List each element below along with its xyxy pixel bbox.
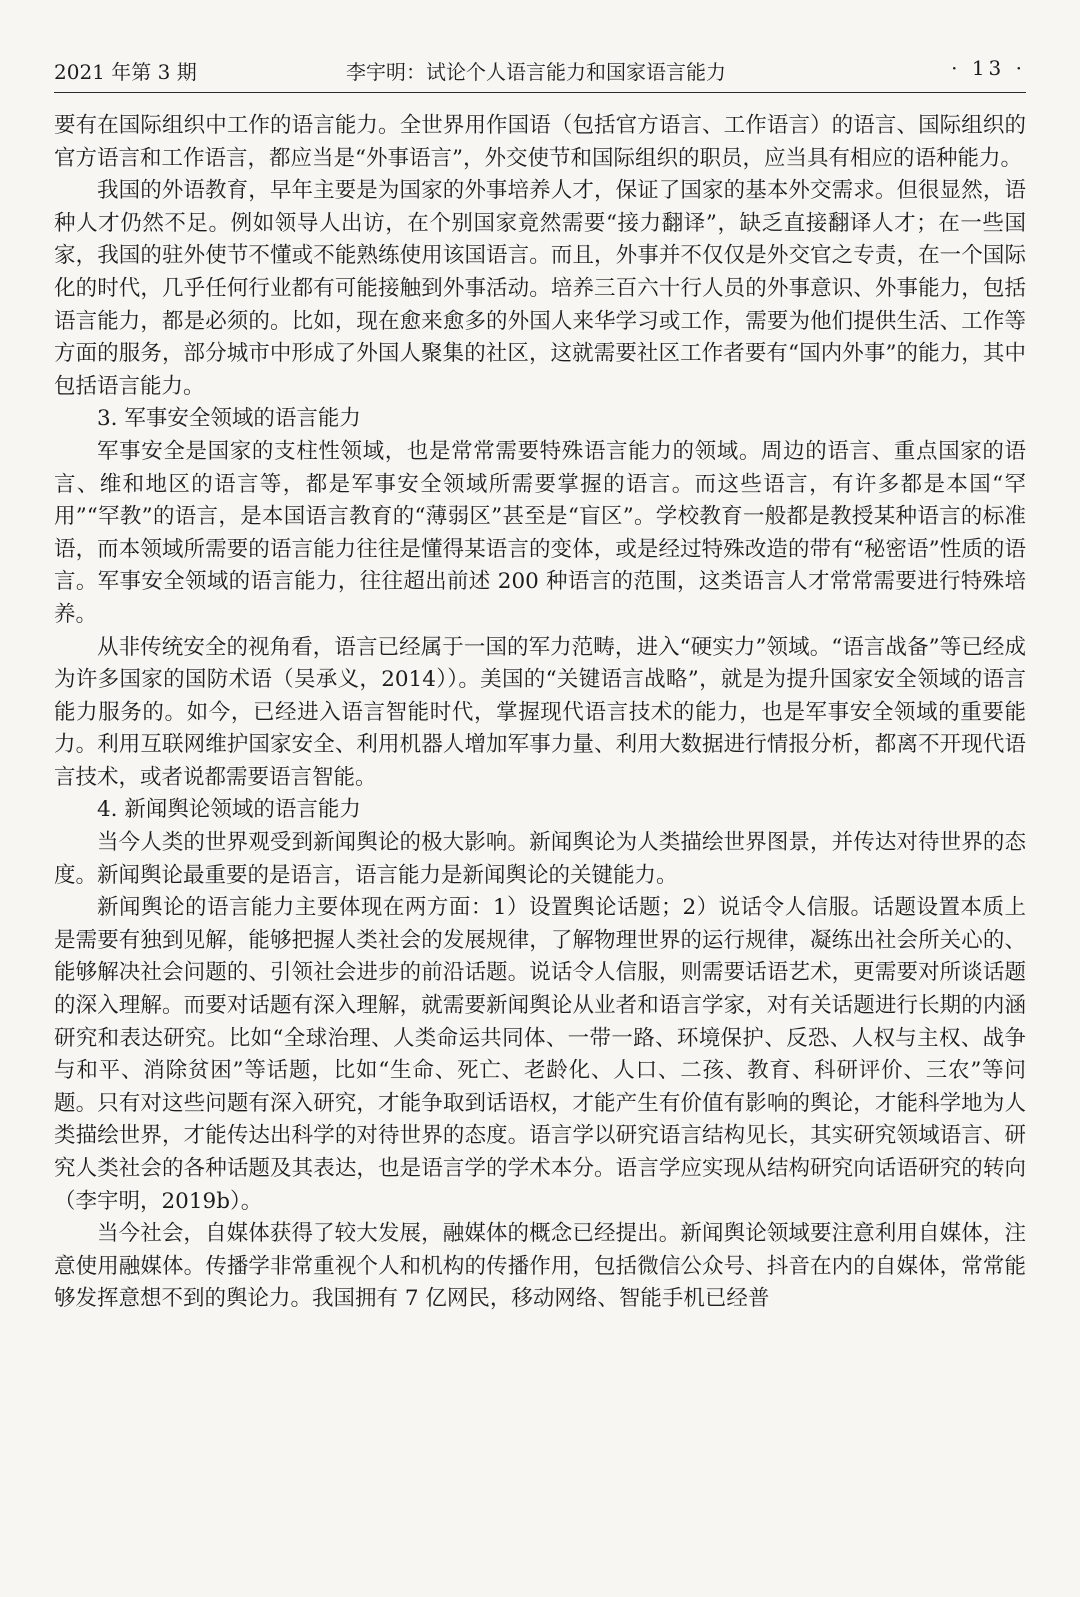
paragraph: 要有在国际组织中工作的语言能力。全世界用作国语（包括官方语言、工作语言）的语言、国际组织的官方语言和工作语言，都应当是“外事语言”，外交使节和国际组织的职员，应当具有相应的语种能力。 xyxy=(54,113,1026,171)
paragraph: 我国的外语教育，早年主要是为国家的外事培养人才，保证了国家的基本外交需求。但很显然，语种人才仍然不足。例如领导人出访，在个别国家竟然需要“接力翻译”，缺乏直接翻译人才；在一些国家，我国的驻外使节不懂或不能熟练使用该国语言。而且，外事并不仅仅是外交官之专责，在一个国际化的时代，几乎任何行业都有可能接触到外事活动。培养三百六十行人员的外事意识、外事能力，包括语言能力，都是必须的。比如，现在愈来愈多的外国人来华学习或工作，需要为他们提供生活、工作等方面的服务，部分城市中形成了外国人聚集的社区，这就需要社区工作者要有“国内外事”的能力，其中包括语言能力。 xyxy=(54,178,1026,399)
running-header xyxy=(54,56,1026,88)
running-title: 李宇明：试论个人语言能力和国家语言能力 xyxy=(346,60,726,84)
page-number: · 13 · xyxy=(951,56,1026,80)
header-rule xyxy=(54,92,1026,93)
paragraph: 当今社会，自媒体获得了较大发展，融媒体的概念已经提出。新闻舆论领域要注意利用自媒体，注意使用融媒体。传播学非常重视个人和机构的传播作用，包括微信公众号、抖音在内的自媒体，常常能够发挥意想不到的舆论力。我国拥有 7 亿网民，移动网络、智能手机已经普 xyxy=(54,1221,1026,1312)
section-heading: 4. 新闻舆论领域的语言能力 xyxy=(97,797,361,823)
journal-page xyxy=(54,0,1026,1597)
paragraph: 从非传统安全的视角看，语言已经属于一国的军力范畴，进入“硬实力”领域。“语言战备”等已经成为许多国家的国防术语（吴承义，2014））。美国的“关键语言战略”，就是为提升国家安全领域的语言能力服务的。如今，已经进入语言智能时代，掌握现代语言技术的能力，也是军事安全领域的重要能力。利用互联网维护国家安全、利用机器人增加军事力量、利用大数据进行情报分析，都离不开现代语言技术，或者说都需要语言智能。 xyxy=(54,634,1026,790)
issue-label: 2021 年第 3 期 xyxy=(54,60,197,84)
section-heading: 3. 军事安全领域的语言能力 xyxy=(97,406,361,432)
article-body xyxy=(54,110,1026,1316)
paragraph: 军事安全是国家的支柱性领域，也是常常需要特殊语言能力的领域。周边的语言、重点国家的语言、维和地区的语言等，都是军事安全领域所需要掌握的语言。而这些语言，有许多都是本国“罕用”“罕教”的语言，是本国语言教育的“薄弱区”甚至是“盲区”。学校教育一般都是教授某种语言的标准语，而本领域所需要的语言能力往往是懂得某语言的变体，或是经过特殊改造的带有“秘密语”性质的语言。军事安全领域的语言能力，往往超出前述 200 种语言的范围，这类语言人才常常需要进行特殊培养。 xyxy=(54,438,1026,627)
paragraph: 当今人类的世界观受到新闻舆论的极大影响。新闻舆论为人类描绘世界图景，并传达对待世界的态度。新闻舆论最重要的是语言，语言能力是新闻舆论的关键能力。 xyxy=(54,830,1026,888)
paragraph: 新闻舆论的语言能力主要体现在两方面：1）设置舆论话题；2）说话令人信服。话题设置本质上是需要有独到见解，能够把握人类社会的发展规律，了解物理世界的运行规律，凝练出社会所关心的、能够解决社会问题的、引领社会进步的前沿话题。说话令人信服，则需要话语艺术，更需要对所谈话题的深入理解。而要对话题有深入理解，就需要新闻舆论从业者和语言学家，对有关话题进行长期的内涵研究和表达研究。比如“全球治理、人类命运共同体、一带一路、环境保护、反恐、人权与主权、战争与和平、消除贫困”等话题，比如“生命、死亡、老龄化、人口、二孩、教育、科研评价、三农”等问题。只有对这些问题有深入研究，才能争取到话语权，才能产生有价值有影响的舆论，才能科学地为人类描绘世界，才能传达出科学的对待世界的态度。语言学以研究语言结构见长，其实研究领域语言、研究人类社会的各种话题及其表达，也是语言学的学术本分。语言学应实现从结构研究向话语研究的转向（李宇明，2019b）。 xyxy=(54,895,1026,1214)
